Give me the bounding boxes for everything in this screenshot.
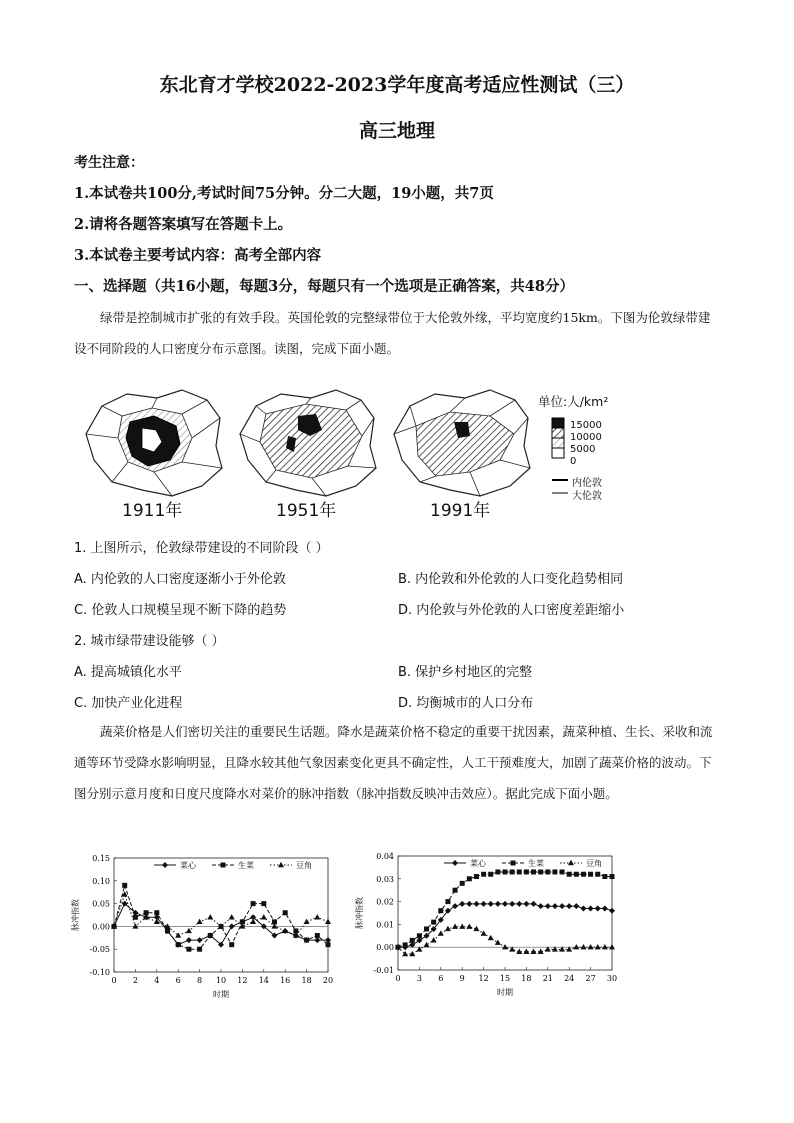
- data-point: [473, 901, 479, 907]
- legend-unit: 单位:人/km²: [538, 394, 609, 409]
- data-point: [460, 881, 465, 886]
- data-point: [304, 919, 310, 924]
- data-point: [488, 872, 493, 877]
- legend-label: 豆角: [586, 859, 602, 868]
- data-point: [566, 903, 572, 909]
- x-tick-label: 12: [478, 974, 489, 983]
- data-point: [466, 923, 472, 928]
- data-point: [503, 869, 508, 874]
- data-point: [229, 923, 235, 929]
- notice-item-1: 1.本试卷共100分,考试时间75分钟。分二大题，19小题，共7页: [74, 185, 494, 202]
- data-point: [609, 944, 615, 949]
- data-point: [567, 872, 572, 877]
- legend-level-0: 0: [570, 456, 577, 467]
- map-label-1911: 1911年: [122, 501, 183, 521]
- data-point: [197, 947, 202, 952]
- data-point: [197, 937, 203, 943]
- data-point: [186, 947, 191, 952]
- x-tick-label: 6: [438, 974, 444, 983]
- data-point: [133, 915, 138, 920]
- series-菜心: [395, 901, 615, 950]
- data-point: [466, 901, 472, 907]
- data-point: [545, 869, 550, 874]
- series-line: [398, 927, 612, 954]
- legend-level-15000: 15000: [570, 420, 602, 431]
- y-tick-label: 0.03: [376, 874, 394, 884]
- data-point: [523, 901, 529, 907]
- data-point: [545, 903, 551, 909]
- data-point: [517, 869, 522, 874]
- monthly-impulse-chart: [66, 848, 356, 1008]
- x-tick-label: 16: [280, 976, 291, 985]
- data-point: [438, 908, 443, 913]
- map-label-1991: 1991年: [430, 501, 491, 521]
- x-tick-label: 4: [154, 976, 160, 985]
- data-point: [588, 905, 594, 911]
- data-point: [538, 869, 543, 874]
- x-tick-label: 3: [416, 974, 422, 983]
- y-tick-label: -0.10: [89, 968, 110, 977]
- legend-inner-london: 内伦敦: [572, 478, 602, 489]
- q2-option-a[interactable]: A. 提高城镇化水平: [74, 665, 182, 680]
- x-tick-label: 30: [606, 974, 618, 983]
- y-tick-label: 0.10: [92, 876, 110, 886]
- data-point: [509, 901, 515, 907]
- map-1911: [86, 390, 222, 496]
- data-point: [445, 926, 451, 931]
- data-point: [595, 905, 601, 911]
- page-title: 东北育才学校2022-2023学年度高考适应性测试（三）: [159, 74, 635, 96]
- data-point: [314, 914, 320, 919]
- legend-greater-london: 大伦敦: [572, 491, 602, 502]
- map-legend: [538, 392, 609, 502]
- data-point: [560, 869, 565, 874]
- legend-label: 菜心: [470, 859, 486, 868]
- data-point: [207, 914, 213, 919]
- x-tick-label: 14: [258, 976, 269, 985]
- data-point: [602, 905, 608, 911]
- data-point: [481, 901, 487, 907]
- data-point: [516, 901, 522, 907]
- x-tick-label: 24: [564, 974, 575, 983]
- data-point: [197, 919, 203, 924]
- x-tick-label: 21: [542, 974, 553, 983]
- y-axis-label: 脉冲指数: [71, 899, 80, 931]
- data-point: [602, 874, 607, 879]
- y-tick-label: 0.01: [376, 920, 394, 930]
- data-point: [531, 949, 537, 954]
- notice-heading: 考生注意：: [74, 155, 144, 171]
- y-tick-label: 0.00: [92, 922, 110, 932]
- q1-option-d[interactable]: D. 内伦敦与外伦敦的人口密度差距缩小: [398, 603, 625, 618]
- data-point: [602, 944, 608, 949]
- data-point: [474, 874, 479, 879]
- legend-level-10000: 10000: [570, 432, 602, 443]
- data-point: [283, 910, 288, 915]
- data-point: [538, 903, 544, 909]
- x-tick-label: 18: [301, 976, 312, 985]
- data-point: [403, 942, 408, 947]
- y-tick-label: -0.01: [373, 966, 394, 975]
- data-point: [573, 903, 579, 909]
- data-point: [176, 942, 181, 947]
- data-point: [580, 905, 586, 911]
- x-tick-label: 2: [132, 976, 138, 985]
- q2-option-d[interactable]: D. 均衡城市的人口分布: [398, 696, 534, 711]
- data-point: [417, 933, 422, 938]
- data-point: [552, 903, 558, 909]
- data-point: [488, 901, 494, 907]
- y-tick-label: 0.15: [92, 854, 110, 863]
- data-point: [154, 910, 159, 915]
- legend-marker: [452, 860, 458, 866]
- y-tick-label: 0.05: [92, 899, 110, 909]
- x-axis-label: 时期: [497, 988, 513, 997]
- legend-marker: [221, 863, 226, 868]
- data-point: [438, 930, 444, 935]
- data-point: [502, 944, 508, 949]
- map-1951: [240, 390, 376, 496]
- data-point: [452, 923, 458, 928]
- series-line: [398, 872, 612, 947]
- map-label-1951: 1951年: [276, 501, 337, 521]
- data-point: [122, 883, 127, 888]
- page-subtitle: 高三地理: [358, 120, 435, 142]
- data-point: [559, 903, 565, 909]
- data-point: [502, 901, 508, 907]
- data-point: [459, 923, 465, 928]
- x-tick-label: 8: [197, 976, 203, 985]
- data-point: [229, 942, 234, 947]
- data-point: [431, 920, 436, 925]
- data-point: [304, 938, 309, 943]
- data-point: [524, 869, 529, 874]
- data-point: [581, 872, 586, 877]
- legend-label: 豆角: [296, 861, 312, 870]
- data-point: [580, 944, 586, 949]
- data-point: [165, 928, 170, 933]
- y-tick-label: 0.00: [376, 943, 394, 953]
- data-point: [467, 876, 472, 881]
- legend-marker: [278, 862, 284, 867]
- q2-stem: 2. 城市绿带建设能够（ ）: [74, 634, 225, 649]
- data-point: [510, 869, 515, 874]
- y-tick-label: 0.02: [376, 897, 394, 907]
- data-point: [595, 944, 601, 949]
- data-point: [251, 901, 256, 906]
- x-tick-label: 10: [215, 976, 227, 985]
- legend-label: 生菜: [238, 861, 254, 870]
- legend-marker: [511, 861, 516, 866]
- data-point: [315, 933, 320, 938]
- legend-level-5000: 5000: [570, 444, 596, 455]
- x-tick-label: 9: [459, 974, 465, 983]
- map-legend-swatches: [552, 418, 568, 493]
- data-point: [325, 919, 331, 924]
- x-tick-label: 15: [499, 974, 511, 983]
- data-point: [531, 901, 537, 907]
- q2-option-c[interactable]: C. 加快产业化进程: [74, 696, 183, 711]
- data-point: [261, 914, 267, 919]
- data-point: [261, 901, 266, 906]
- x-tick-label: 12: [237, 976, 248, 985]
- q1-option-a[interactable]: A. 内伦敦的人口密度逐渐小于外伦敦: [74, 572, 286, 587]
- london-density-maps: [74, 380, 724, 520]
- data-point: [531, 869, 536, 874]
- legend-label: 生菜: [528, 859, 544, 868]
- q1-option-c[interactable]: C. 伦敦人口规模呈现不断下降的趋势: [74, 603, 287, 618]
- data-point: [609, 908, 615, 914]
- legend-marker: [568, 860, 574, 865]
- map-1991: [394, 390, 530, 496]
- x-axis-label: 时期: [213, 990, 229, 999]
- x-tick-label: 20: [322, 976, 334, 985]
- data-point: [326, 942, 331, 947]
- data-point: [459, 901, 465, 907]
- data-point: [453, 888, 458, 893]
- data-point: [495, 869, 500, 874]
- data-point: [410, 938, 415, 943]
- q1-option-b[interactable]: B. 内伦敦和外伦敦的人口变化趋势相同: [398, 572, 624, 587]
- y-tick-label: 0.04: [376, 852, 394, 861]
- x-tick-label: 27: [585, 974, 596, 983]
- y-axis-label: 脉冲指数: [355, 897, 364, 929]
- data-point: [573, 944, 579, 949]
- x-tick-label: 0: [395, 974, 401, 983]
- data-point: [495, 939, 501, 944]
- data-point: [208, 933, 213, 938]
- data-point: [588, 872, 593, 877]
- data-point: [424, 942, 430, 947]
- passage-greenbelt: 绿带是控制城市扩张的有效手段。英国伦敦的完整绿带位于大伦敦外缘，平均宽度约15km。下图为伦敦绿带建设不同阶段的人口密度分布示意图。读图，完成下面小题。: [74, 310, 711, 356]
- data-point: [552, 869, 557, 874]
- data-point: [488, 935, 494, 940]
- legend-label: 菜心: [180, 861, 196, 870]
- data-point: [523, 949, 529, 954]
- data-point: [595, 872, 600, 877]
- data-point: [610, 874, 615, 879]
- passage-vegetable-price: 蔬菜价格是人们密切关注的重要民生话题。降水是蔬菜价格不稳定的重要干扰因素，蔬菜种植、生长、采收和流通等环节受降水影响明显，且降水较其他气象因素变化更具不确定性，人工干预难度大，加剧了蔬菜价格的波动。下图分别示意月度和日度尺度降水对菜价的脉冲指数（脉冲指数反映冲击效应）。据此完成下面小题。: [74, 724, 713, 801]
- data-point: [452, 903, 458, 909]
- x-tick-label: 0: [111, 976, 117, 985]
- q1-stem: 1. 上图所示，伦敦绿带建设的不同阶段（ ）: [74, 541, 329, 556]
- data-point: [445, 899, 450, 904]
- daily-impulse-chart: [350, 846, 640, 1006]
- q2-option-b[interactable]: B. 保护乡村地区的完整: [398, 665, 533, 680]
- section-heading: 一、选择题（共16小题，每题3分，每题只有一个选项是正确答案，共48分）: [74, 278, 574, 295]
- data-point: [186, 937, 192, 943]
- data-point: [574, 872, 579, 877]
- notice-item-3: 3.本试卷主要考试内容：高考全部内容: [74, 247, 322, 264]
- data-point: [481, 872, 486, 877]
- legend-marker: [162, 862, 168, 868]
- x-tick-label: 18: [521, 974, 532, 983]
- y-tick-label: -0.05: [89, 945, 110, 955]
- data-point: [481, 930, 487, 935]
- data-point: [424, 926, 429, 931]
- x-tick-label: 6: [175, 976, 181, 985]
- data-point: [495, 901, 501, 907]
- notice-item-2: 2.请将各题答案填写在答题卡上。: [74, 216, 293, 233]
- data-point: [588, 944, 594, 949]
- data-point: [229, 914, 235, 919]
